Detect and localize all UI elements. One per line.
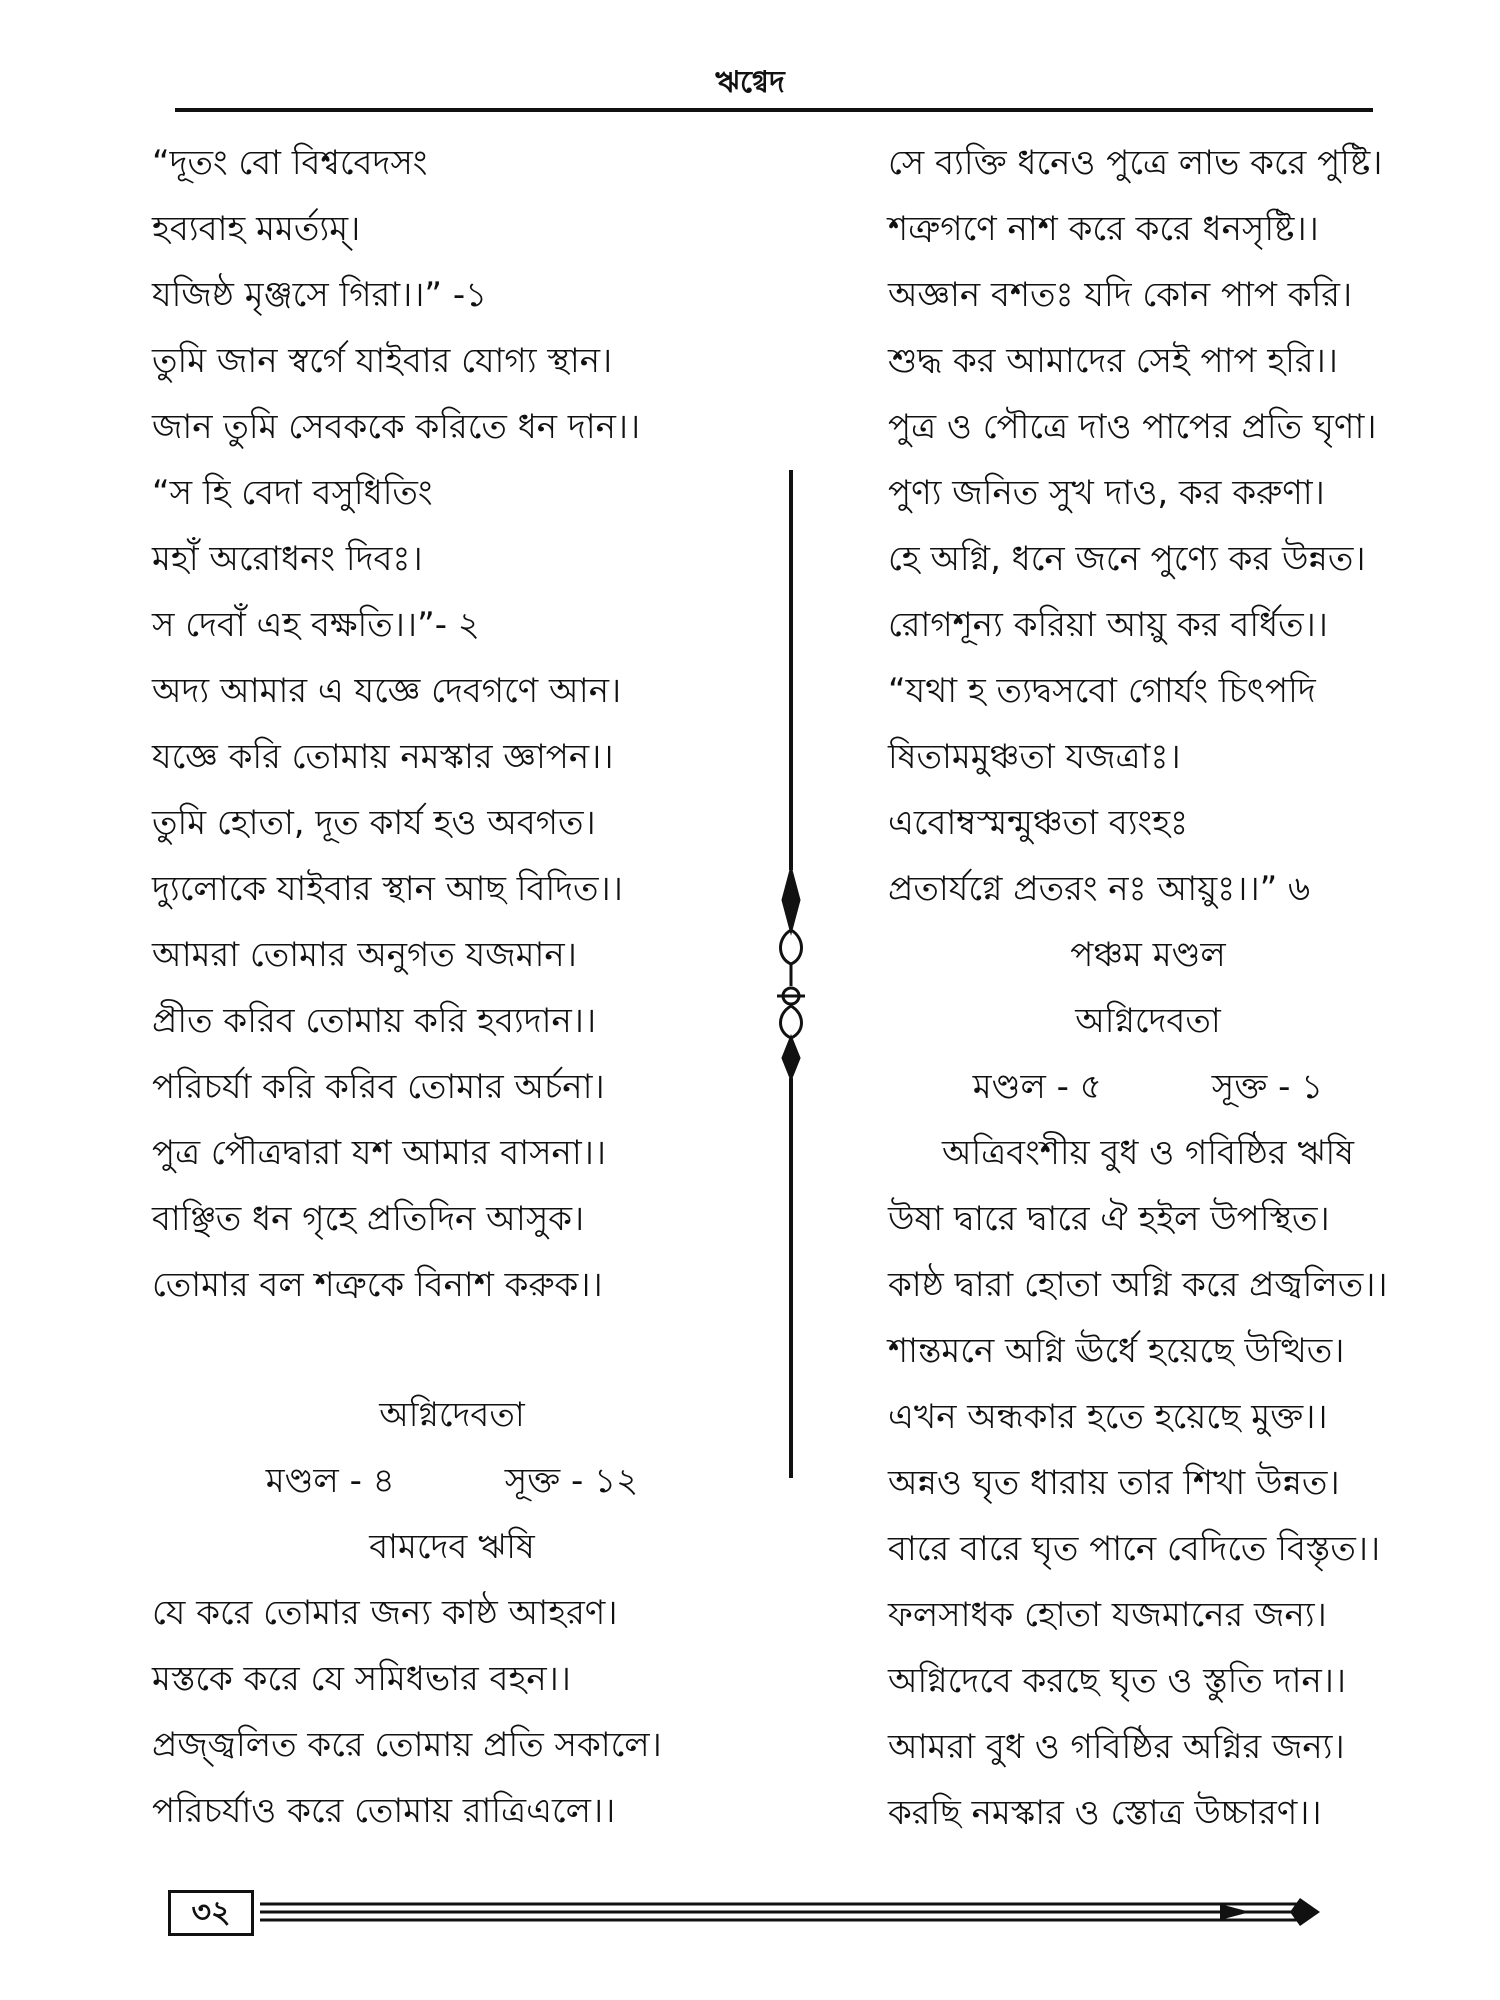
verse-line: এবোম্বস্মন্মুঞ্চতা ব্যংহঃ bbox=[888, 803, 1189, 843]
page-number: ৩২ bbox=[168, 1890, 254, 1936]
verse-line: যে করে তোমার জন্য কাষ্ঠ আহরণ। bbox=[152, 1593, 618, 1633]
section-title: পঞ্চম মণ্ডল bbox=[1070, 935, 1226, 975]
column-divider bbox=[771, 470, 811, 1478]
ornament-icon bbox=[777, 870, 805, 1078]
verse-line: অন্নও ঘৃত ধারায় তার শিখা উন্নত। bbox=[888, 1463, 1340, 1503]
section-sukta: সূক্ত - ১২ bbox=[504, 1461, 639, 1501]
footer-rule bbox=[260, 1884, 1348, 1944]
verse-line: তোমার বল শত্রুকে বিনাশ করুক।। bbox=[152, 1265, 603, 1305]
verse-line: যজিষ্ঠ মৃঞ্জসে গিরা।।” -১ bbox=[152, 275, 488, 315]
verse-line: উষা দ্বারে দ্বারে ঐ হইল উপস্থিত। bbox=[888, 1199, 1330, 1239]
verse-line: শুদ্ধ কর আমাদের সেই পাপ হরি।। bbox=[888, 341, 1338, 381]
verse-line: প্রজ্জ্বলিত করে তোমায় প্রতি সকালে। bbox=[152, 1725, 662, 1765]
verse-line: বাঞ্ছিত ধন গৃহে প্রতিদিন আসুক। bbox=[152, 1199, 585, 1239]
verse-line: সে ব্যক্তি ধনেও পুত্রে লাভ করে পুষ্টি। bbox=[888, 143, 1383, 183]
verse-line: শত্রুগণে নাশ করে করে ধনসৃষ্টি।। bbox=[888, 209, 1319, 249]
verse-line: বারে বারে ঘৃত পানে বেদিতে বিস্তৃত।। bbox=[888, 1529, 1381, 1569]
verse-line: তুমি হোতা, দূত কার্য হও অবগত। bbox=[152, 803, 596, 843]
ornament-end-icon bbox=[1290, 1898, 1320, 1926]
verse-line: অজ্ঞান বশতঃ যদি কোন পাপ করি। bbox=[888, 275, 1353, 315]
verse-line: পরিচর্যাও করে তোমায় রাত্রিএলে।। bbox=[152, 1791, 616, 1831]
header-rule bbox=[175, 108, 1373, 112]
verse-line: এখন অন্ধকার হতে হয়েছে মুক্ত।। bbox=[888, 1397, 1328, 1437]
verse-line: অগ্নিদেবে করছে ঘৃত ও স্তুতি দান।। bbox=[888, 1661, 1347, 1701]
verse-line: জান তুমি সেবককে করিতে ধন দান।। bbox=[152, 407, 641, 447]
verse-line: কাষ্ঠ দ্বারা হোতা অগ্নি করে প্রজ্বলিত।। bbox=[888, 1265, 1388, 1305]
verse-line: মহাঁ অরোধনং দিবঃ। bbox=[152, 539, 423, 579]
verse-line: স দেবাঁ এহ বক্ষতি।।”- ২ bbox=[152, 605, 480, 645]
section-deity: অগ্নিদেবতা bbox=[1075, 1001, 1221, 1041]
verse-line: আমরা তোমার অনুগত যজমান। bbox=[152, 935, 577, 975]
verse-line: প্রতার্যগ্নে প্রতরং নঃ আয়ুঃ।।” ৬ bbox=[888, 869, 1311, 909]
section-gap bbox=[152, 1318, 752, 1382]
verse-line: “দূতং বো বিশ্ববেদসং bbox=[152, 143, 428, 183]
verse-line: করছি নমস্কার ও স্তোত্র উচ্চারণ।। bbox=[888, 1793, 1322, 1833]
verse-line: “স হি বেদা বসুধিতিং bbox=[152, 473, 433, 513]
verse-line: পুণ্য জনিত সুখ দাও, কর করুণা। bbox=[888, 473, 1325, 513]
verse-line: “যথা হ ত্যদ্বসবো গোর্যং চিৎপদি bbox=[888, 671, 1316, 711]
verse-line: যজ্ঞে করি তোমায় নমস্কার জ্ঞাপন।। bbox=[152, 737, 614, 777]
page-header-title: ঋগ্বেদ bbox=[715, 65, 785, 100]
verse-line: রোগশূন্য করিয়া আয়ু কর বর্ধিত।। bbox=[888, 605, 1328, 645]
right-column bbox=[888, 130, 1408, 1846]
verse-line: আমরা বুধ ও গবিষ্ঠির অগ্নির জন্য। bbox=[888, 1727, 1345, 1767]
verse-line: পুত্র ও পৌত্রে দাও পাপের প্রতি ঘৃণা। bbox=[888, 407, 1377, 447]
left-column bbox=[152, 130, 752, 1844]
verse-line: প্রীত করিব তোমায় করি হব্যদান।। bbox=[152, 1001, 597, 1041]
verse-line: অদ্য আমার এ যজ্ঞে দেবগণে আন। bbox=[152, 671, 622, 711]
verse-line: পরিচর্যা করি করিব তোমার অর্চনা। bbox=[152, 1067, 605, 1107]
section-rishi: অত্রিবংশীয় বুধ ও গবিষ্ঠির ঋষি bbox=[942, 1133, 1354, 1173]
section-deity: অগ্নিদেবতা bbox=[379, 1395, 525, 1435]
section-rishi: বামদেব ঋষি bbox=[369, 1527, 535, 1567]
verse-line: মস্তকে করে যে সমিধভার বহন।। bbox=[152, 1659, 571, 1699]
ornament-end-icon bbox=[1220, 1904, 1250, 1920]
verse-line: ফলসাধক হোতা যজমানের জন্য। bbox=[888, 1595, 1327, 1635]
section-mandala-sukta bbox=[888, 1054, 1408, 1120]
verse-line: পুত্র পৌত্রদ্বারা যশ আমার বাসনা।। bbox=[152, 1133, 607, 1173]
page-footer bbox=[168, 1884, 1348, 1944]
verse-line: ষিতামমুঞ্চতা যজত্রাঃ। bbox=[888, 737, 1181, 777]
verse-line: হব্যবাহ মমর্ত্যম্। bbox=[152, 209, 361, 249]
section-mandala: মণ্ডল - ৪ bbox=[265, 1461, 395, 1501]
section-sukta: সূক্ত - ১ bbox=[1211, 1067, 1324, 1107]
verse-line: হে অগ্নি, ধনে জনে পুণ্যে কর উন্নত। bbox=[888, 539, 1366, 579]
verse-line: দ্যুলোকে যাইবার স্থান আছ বিদিত।। bbox=[152, 869, 623, 909]
verse-line: শান্তমনে অগ্নি ঊর্ধে হয়েছে উত্থিত। bbox=[888, 1331, 1345, 1371]
section-mandala: মণ্ডল - ৫ bbox=[972, 1067, 1102, 1107]
verse-line: তুমি জান স্বর্গে যাইবার যোগ্য স্থান। bbox=[152, 341, 613, 381]
section-mandala-sukta bbox=[152, 1448, 752, 1514]
